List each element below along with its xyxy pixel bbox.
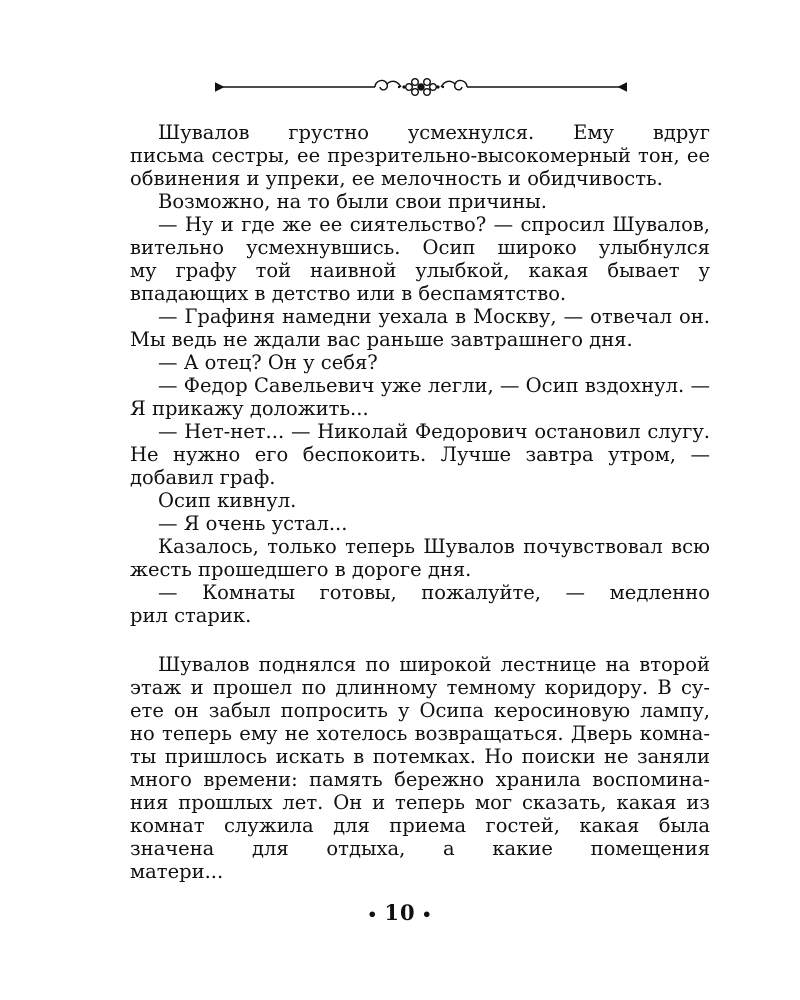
text-line: — Ну и где же ее сиятельство? — спросил Шувалов, xyxy=(158,213,710,236)
text-line: этаж и прошел по длинному темному коридору. В су- xyxy=(130,676,710,699)
text-line: вительно усмехнувшись. Осип широко улыбнулся xyxy=(130,236,710,259)
text-line: Мы ведь не ждали вас раньше завтрашнего дня. xyxy=(130,328,633,351)
text-line: добавил граф. xyxy=(130,466,276,489)
text-line: Шувалов грустно усмехнулся. Ему вдруг xyxy=(158,121,710,144)
text-line: — Федор Савельевич уже легли, — Осип вздохнул. — xyxy=(158,374,710,397)
text-line: Осип кивнул. xyxy=(158,489,297,512)
text-line: значена для отдыха, а какие помещения xyxy=(130,837,710,860)
header-ornament xyxy=(215,72,627,102)
text-line: — А отец? Он у себя? xyxy=(158,351,378,374)
page-number-bullet-right: • xyxy=(421,905,433,924)
text-line: ты пришлось искать в потемках. Но поиски не заняли xyxy=(130,745,710,768)
text-block-1 xyxy=(130,121,710,627)
text-line: — Нет-нет... — Николай Федорович остановил слугу. xyxy=(158,420,710,443)
text-line: Казалось, только теперь Шувалов почувствовал всю xyxy=(158,535,710,558)
text-line: ния прошлых лет. Он и теперь мог сказать, какая из xyxy=(130,791,710,814)
text-line: Не нужно его беспокоить. Лучше завтра утром, — xyxy=(130,443,710,466)
text-line: Я прикажу доложить... xyxy=(130,397,369,420)
text-line: обвинения и упреки, ее мелочность и обидчивость. xyxy=(130,167,663,190)
page-number-bullet-left: • xyxy=(367,905,379,924)
text-block-2 xyxy=(130,653,710,883)
text-line: письма сестры, ее презрительно-высокомерный тон, ее xyxy=(130,144,710,167)
text-line: жесть прошедшего в дороге дня. xyxy=(130,558,472,581)
text-line: впадающих в детство или в беспамятство. xyxy=(130,282,567,305)
text-line: много времени: память бережно хранила воспомина- xyxy=(130,768,710,791)
text-line: — Комнаты готовы, пожалуйте, — медленно xyxy=(158,581,710,604)
text-line: Возможно, на то были свои причины. xyxy=(158,190,547,213)
text-line: ете он забыл попросить у Осипа керосиновую лампу, xyxy=(130,699,710,722)
text-line: рил старик. xyxy=(130,604,252,627)
text-line: му графу той наивной улыбкой, какая бывает у xyxy=(130,259,710,282)
page-number-value: 10 xyxy=(384,900,416,925)
text-line: комнат служила для приема гостей, какая была xyxy=(130,814,710,837)
text-line: — Я очень устал... xyxy=(158,512,348,535)
text-line: матери... xyxy=(130,860,224,883)
text-line: но теперь ему не хотелось возвращаться. Дверь комна- xyxy=(130,722,710,745)
text-line: Шувалов поднялся по широкой лестнице на второй xyxy=(158,653,710,676)
text-line: — Графиня намедни уехала в Москву, — отвечал он. xyxy=(158,305,710,328)
page-number xyxy=(0,900,800,925)
